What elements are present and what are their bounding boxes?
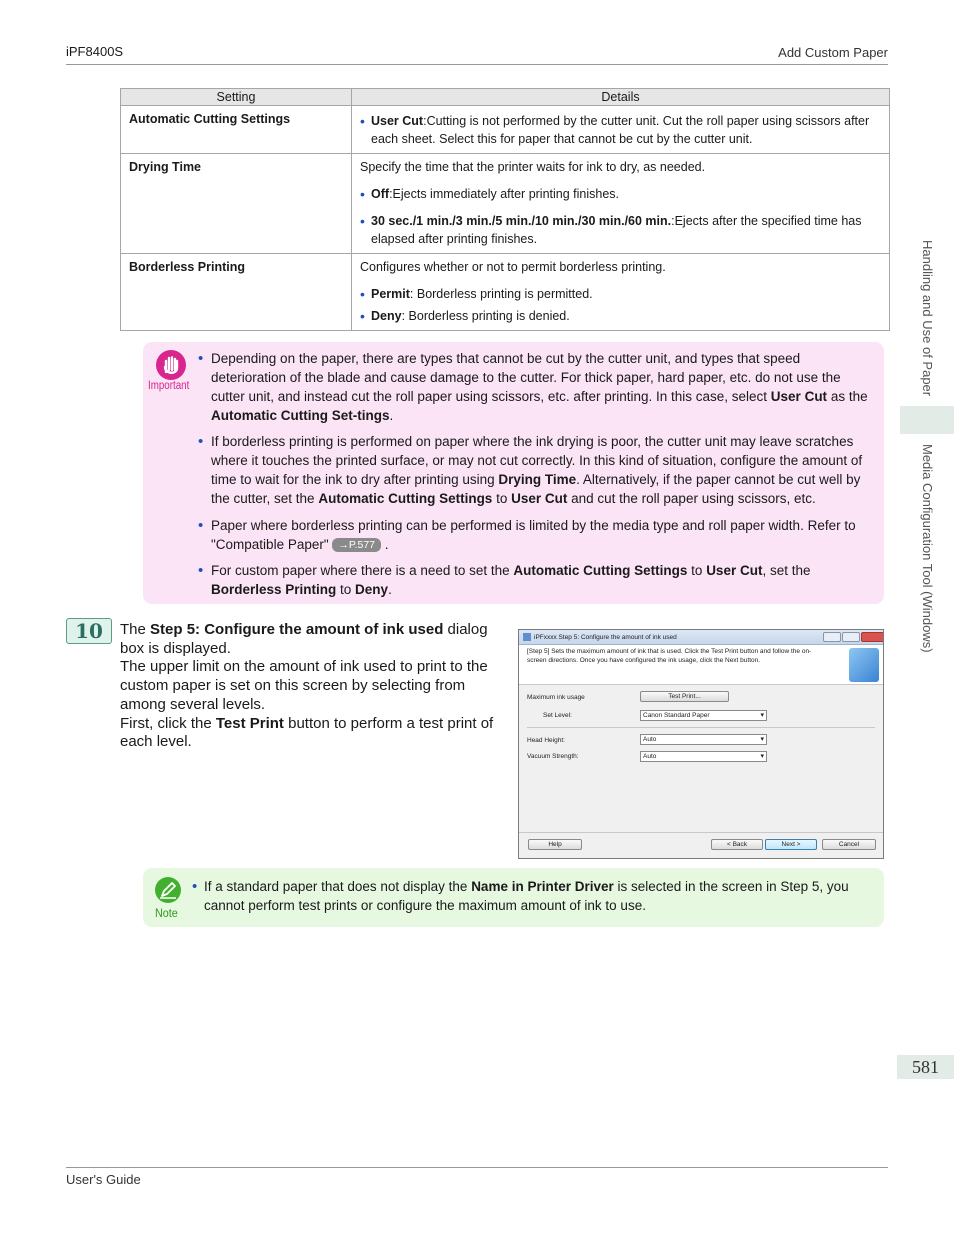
option-bullet: • Deny: Borderless printing is denied. [360,307,881,325]
table-row [121,154,890,254]
important-bullet: • If borderless printing is performed on paper where the ink drying is poor, the cutter unit may leave scratches where it touches the printed surface, or may not cut correctly. In this kind of situation, configure the amount of time to wait for the ink to dry after printing using Drying Time. Alternatively, if the paper cannot be cut well by the cutter, set the Automatic Cutting Settings to User Cut and cut the roll paper using scissors, etc. [211,432,873,508]
dialog-screenshot [518,629,884,859]
stop-hand-icon [156,350,186,380]
set-level-select[interactable]: Canon Standard Paper ▾ [640,710,767,721]
head-height-label: Head Height: [527,737,565,744]
dialog-instruction: [Step 5] Sets the maximum amount of ink that is used. Click the Test Print button and follow the on-screen directions. Once you have configured the ink usage, click the Next button. [527,648,812,664]
dialog-header [519,645,883,685]
head-height-select[interactable]: Auto ▾ [640,734,767,745]
header-model: iPF8400S [66,44,124,59]
important-callout [143,342,884,604]
note-callout [143,868,884,927]
setting-name: Automatic Cutting Settings [121,106,352,154]
vacuum-strength-label: Vacuum Strength: [527,753,579,760]
pencil-icon [155,877,181,903]
page-reference-link[interactable]: →P.577 [332,538,381,552]
max-ink-label: Maximum ink usage [527,694,585,701]
next-button[interactable]: Next > [765,839,817,850]
important-bullet: • Depending on the paper, there are types that cannot be cut by the cutter unit, and types that speed deterioration of the blade and cause damage to the cutter. For thick paper, hard paper, etc. do not use the cutter unit, and instead cut the roll paper using scissors, etc. after printing. In this case, select User Cut as the Automatic Cutting Set-tings. [211,349,873,425]
printer-graphic-icon [849,648,879,682]
important-bullet: • For custom paper where there is a need to set the Automatic Cutting Settings to User Cut, set the Borderless Printing to Deny. [211,561,873,599]
sidebar-chapter-title: Handling and Use of Paper [920,240,935,397]
sidebar-section-title: Media Configuration Tool (Windows) [920,444,935,653]
vacuum-strength-select[interactable]: Auto ▾ [640,751,767,762]
header-rule [66,64,888,65]
help-button[interactable]: Help [528,839,582,850]
option-bullet: • Off:Ejects immediately after printing finishes. [360,185,881,203]
minimize-icon[interactable] [823,632,841,642]
important-label: Important [148,380,190,392]
note-label: Note [155,906,178,920]
dialog-title: iPFxxxx Step 5: Configure the amount of ink used [534,634,677,641]
column-header-details: Details [352,89,890,106]
maximize-icon[interactable] [842,632,860,642]
setting-intro: Configures whether or not to permit borderless printing. [360,260,666,274]
footer-rule [66,1167,888,1168]
sidebar-tab-marker [900,406,954,434]
setting-intro: Specify the time that the printer waits for ink to dry, as needed. [360,160,706,174]
divider [519,832,884,833]
footer-text: User's Guide [66,1172,141,1187]
important-bullet: • Paper where borderless printing can be performed is limited by the media type and roll paper width. Refer to "Compatible Paper" →P.577 . [211,516,873,554]
back-button[interactable]: < Back [711,839,763,850]
column-header-setting: Setting [121,89,352,106]
page-number: 581 [897,1055,954,1079]
divider [527,727,875,728]
setting-name: Borderless Printing [121,254,352,331]
app-icon [523,633,531,641]
option-bullet: • Permit: Borderless printing is permitted. [360,285,881,303]
header-section-title: Add Custom Paper [778,45,888,60]
table-row [121,254,890,331]
setting-details [352,254,890,331]
setting-details [352,106,890,154]
step-number: 10 [66,618,112,644]
note-bullet: • If a standard paper that does not display the Name in Printer Driver is selected in the screen in Step 5, you cannot perform test prints or configure the maximum amount of ink to use. [204,877,874,915]
step-description: The Step 5: Configure the amount of ink used dialog box is displayed. The upper limit on the amount of ink used to print to the custom paper is set on this screen by selecting from among several levels. First, click the Test Print button to perform a test print of each level. [120,621,494,751]
close-icon[interactable] [861,632,884,642]
test-print-button[interactable]: Test Print... [640,691,729,702]
option-bullet: • User Cut:Cutting is not performed by the cutter unit. Cut the roll paper using scissors after each sheet. Select this for paper that cannot be cut by the cutter unit. [360,112,881,148]
option-bullet: • 30 sec./1 min./3 min./5 min./10 min./30 min./60 min.:Ejects after the specified time has elapsed after printing finishes. [360,212,881,248]
setting-name: Drying Time [121,154,352,254]
settings-table [120,88,890,331]
dialog-title-bar [519,630,883,645]
cancel-button[interactable]: Cancel [822,839,876,850]
table-row [121,106,890,154]
set-level-label: Set Level: [543,712,572,719]
table-header-row [121,89,890,106]
setting-details [352,154,890,254]
